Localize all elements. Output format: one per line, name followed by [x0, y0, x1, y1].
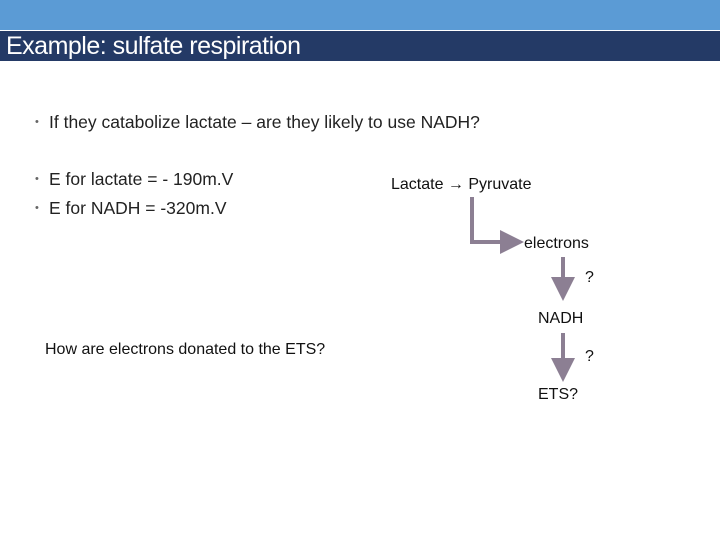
- bullet-dot-icon: •: [35, 202, 39, 214]
- bullet-text: E for NADH = -320m.V: [49, 198, 227, 218]
- lactate-pyruvate-label: Lactate → Pyruvate: [391, 176, 532, 193]
- ets-label: ETS?: [538, 386, 579, 403]
- question-text: How are electrons donated to the ETS?: [45, 341, 326, 358]
- bullet-dot-icon: •: [35, 116, 39, 128]
- electrons-label: electrons: [524, 235, 589, 252]
- slide-title: Example: sulfate respiration: [6, 32, 301, 60]
- bullet-text: E for lactate = - 190m.V: [49, 169, 234, 189]
- unknown-step-2-label: ?: [585, 348, 594, 365]
- elbow-arrow: [472, 197, 512, 242]
- nadh-label: NADH: [538, 310, 584, 327]
- unknown-step-1-label: ?: [585, 269, 594, 286]
- bullet-text: If they catabolize lactate – are they likely to use NADH?: [49, 112, 480, 132]
- bullet-dot-icon: •: [35, 173, 39, 185]
